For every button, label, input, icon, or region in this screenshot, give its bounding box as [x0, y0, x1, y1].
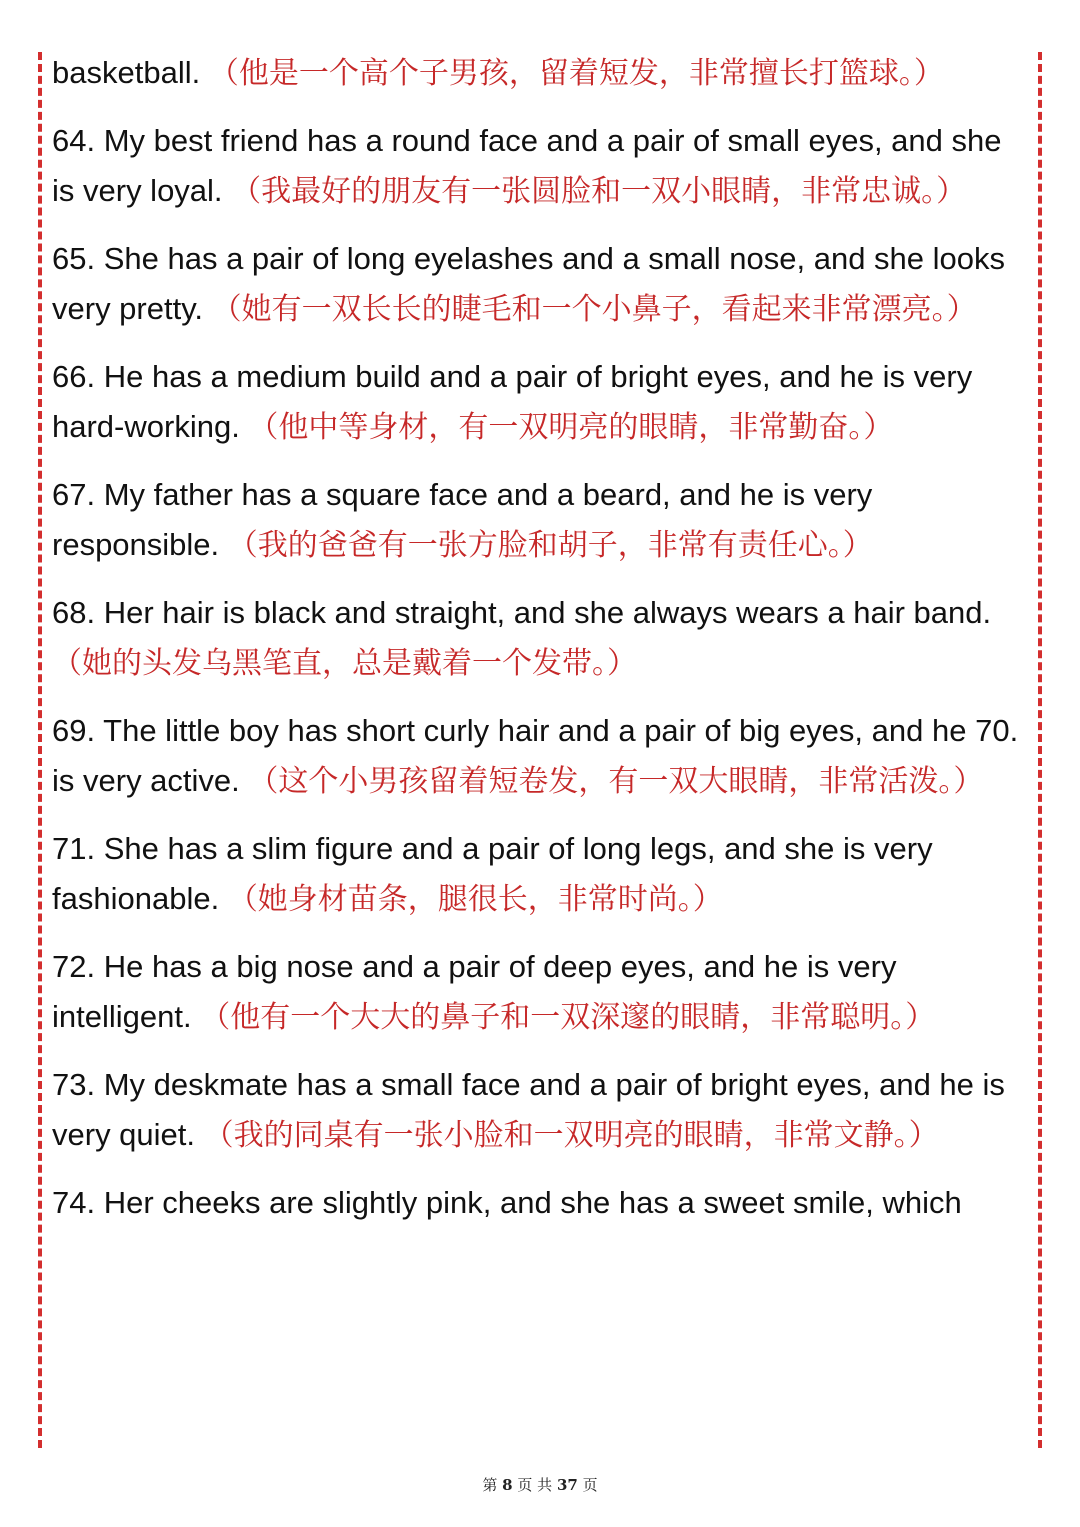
entry-67 — [52, 470, 1027, 571]
entry-chinese: （她的头发乌黑笔直，总是戴着一个发带。） — [52, 646, 637, 681]
entry-english: 66. He has a medium build and a pair of bright eyes, and he is very hard-working. — [52, 359, 973, 444]
sentence-list — [52, 48, 1027, 1246]
entry-english: 69. The little boy has short curly hair and a pair of big eyes, and he 70. is very active. — [52, 713, 1019, 798]
entry-chinese: （我最好的朋友有一张圆脸和一双小眼睛，非常忠诚。） — [231, 174, 967, 209]
entry-66 — [52, 352, 1027, 453]
entry-69-70 — [52, 706, 1027, 807]
footer-prefix: 第 — [482, 1476, 498, 1494]
entry-chinese: （她身材苗条，腿很长，非常时尚。） — [227, 882, 723, 917]
entry-english: 68. Her hair is black and straight, and she always wears a hair band. — [52, 595, 992, 630]
entry-74 — [52, 1178, 1027, 1229]
entry-68 — [52, 588, 1027, 689]
footer-middle: 页 共 — [517, 1476, 553, 1494]
entry-chinese: （他中等身材，有一双明亮的眼睛，非常勤奋。） — [248, 410, 894, 445]
entry-73 — [52, 1060, 1027, 1161]
entry-english: 64. My best friend has a round face and a pair of small eyes, and she is very loyal. — [52, 123, 1002, 208]
entry-chinese: （他是一个高个子男孩，留着短发，非常擅长打篮球。） — [208, 56, 944, 91]
footer-total-pages: 37 — [556, 1476, 578, 1494]
footer-suffix: 页 — [582, 1476, 598, 1494]
entry-english: basketball. — [52, 55, 209, 90]
entry-71 — [52, 824, 1027, 925]
page-footer — [0, 1474, 1080, 1495]
entry-english: 71. She has a slim figure and a pair of long legs, and she is very fashionable. — [52, 831, 933, 916]
entry-65 — [52, 234, 1027, 335]
entry-72 — [52, 942, 1027, 1043]
entry-english: 65. She has a pair of long eyelashes and a small nose, and she looks very pretty. — [52, 241, 1006, 326]
entry-chinese: （她有一双长长的睫毛和一个小鼻子，看起来非常漂亮。） — [211, 292, 977, 327]
entry-64 — [52, 116, 1027, 217]
entry-chinese: （这个小男孩留着短卷发，有一双大眼睛，非常活泼。） — [248, 764, 984, 799]
entry-english: 73. My deskmate has a small face and a pair of bright eyes, and he is very quiet. — [52, 1067, 1005, 1152]
entry-english: 74. Her cheeks are slightly pink, and she has a sweet smile, which — [52, 1185, 962, 1220]
entry-chinese: （我的爸爸有一张方脸和胡子，非常有责任心。） — [227, 528, 873, 563]
entry-english: 67. My father has a square face and a beard, and he is very responsible. — [52, 477, 873, 562]
entry-english: 72. He has a big nose and a pair of deep eyes, and he is very intelligent. — [52, 949, 897, 1034]
entry-63 — [52, 48, 1027, 99]
footer-page-number: 8 — [502, 1476, 513, 1494]
entry-chinese: （他有一个大大的鼻子和一双深邃的眼睛，非常聪明。） — [200, 1000, 936, 1035]
entry-chinese: （我的同桌有一张小脸和一双明亮的眼睛，非常文静。） — [203, 1118, 939, 1153]
